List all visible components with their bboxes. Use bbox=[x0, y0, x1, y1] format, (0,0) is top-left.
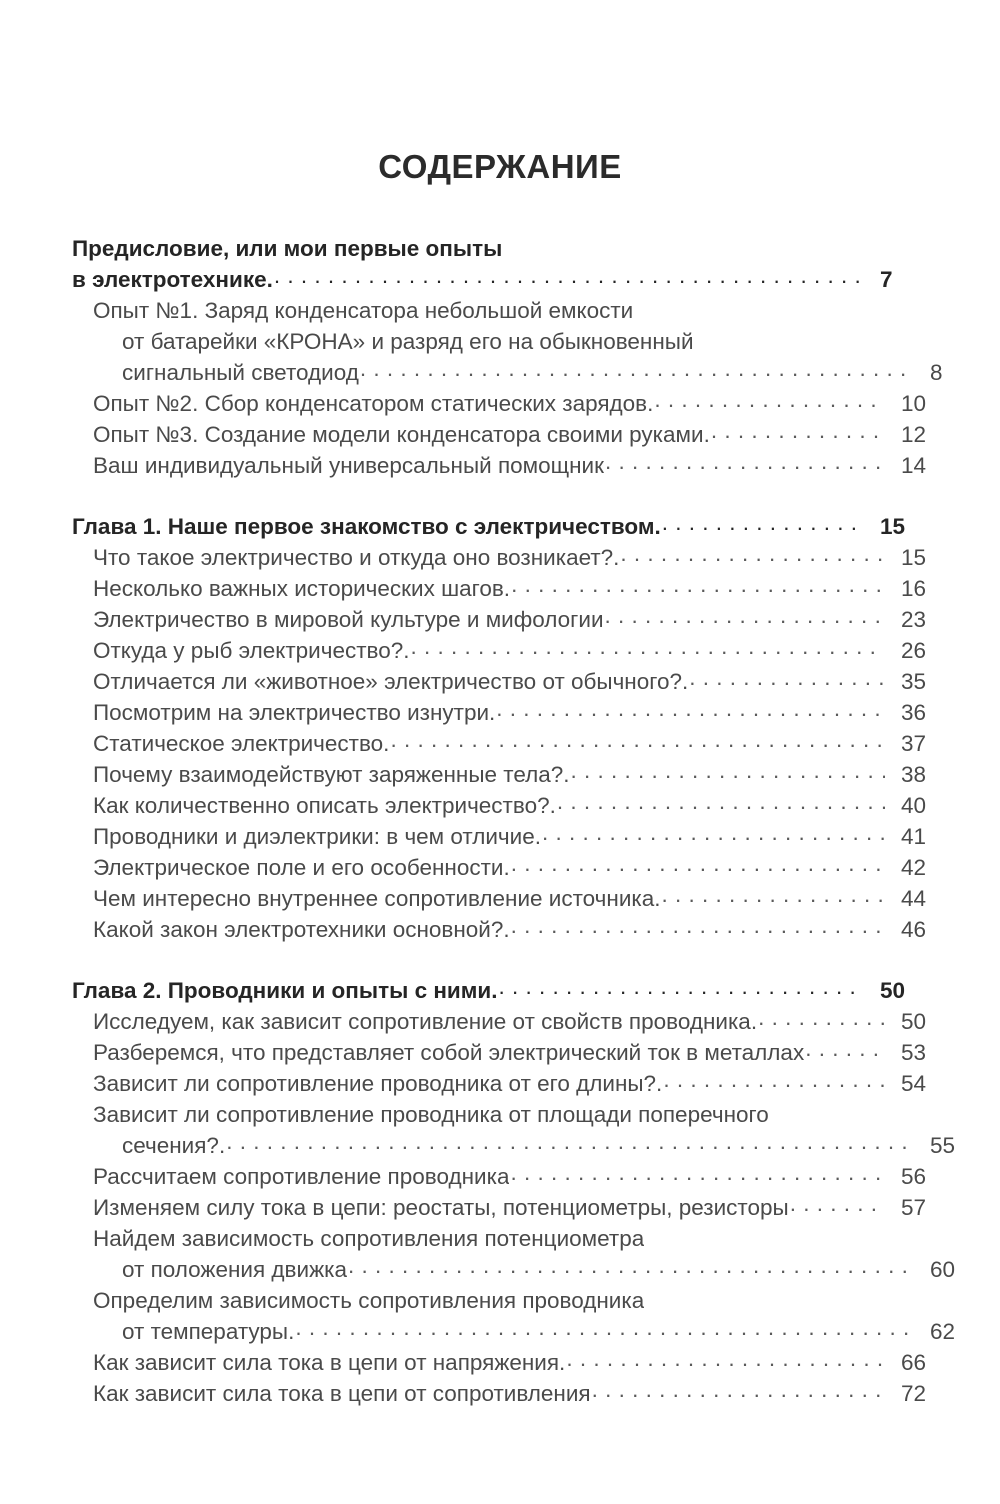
dot-leader bbox=[295, 1317, 914, 1340]
toc-section-entry[interactable] bbox=[72, 883, 928, 914]
toc-section-entry[interactable] bbox=[72, 914, 928, 945]
toc-section-entry[interactable] bbox=[72, 697, 928, 728]
dot-leader bbox=[360, 358, 914, 381]
toc-line bbox=[72, 728, 949, 759]
toc-entry-label: Определим зависимость сопротивления проводника bbox=[93, 1288, 645, 1313]
toc-group-chapter-2 bbox=[72, 975, 956, 1409]
dot-leader bbox=[790, 1193, 885, 1216]
toc-line bbox=[72, 604, 949, 635]
toc-section-entry[interactable] bbox=[72, 450, 928, 481]
toc-section-entry[interactable] bbox=[72, 1192, 928, 1223]
toc-line bbox=[72, 1347, 949, 1378]
toc-entry-label: Опыт №2. Сбор конденсатором статических зарядов. bbox=[93, 391, 654, 416]
dot-leader bbox=[571, 760, 886, 783]
toc-page-number: 26 bbox=[901, 638, 927, 663]
toc-page-number: 35 bbox=[901, 669, 927, 694]
toc-section-entry[interactable] bbox=[72, 759, 928, 790]
toc-line bbox=[72, 1285, 949, 1316]
toc-section-entry[interactable] bbox=[72, 1223, 956, 1285]
dot-leader bbox=[511, 853, 885, 876]
toc-page-number: 15 bbox=[901, 545, 927, 570]
toc-section-entry[interactable] bbox=[72, 1378, 928, 1409]
dot-leader bbox=[605, 605, 885, 628]
dot-leader bbox=[662, 884, 886, 907]
toc-line bbox=[72, 450, 949, 481]
dot-leader bbox=[592, 1379, 885, 1402]
toc-entry-label: Как зависит сила тока в цепи от сопротивления bbox=[93, 1381, 591, 1406]
dot-leader bbox=[566, 1348, 885, 1371]
toc-section-entry[interactable] bbox=[72, 573, 928, 604]
toc-line bbox=[72, 419, 949, 450]
dot-leader bbox=[557, 791, 885, 814]
dot-leader bbox=[805, 1038, 885, 1061]
toc-page-number: 42 bbox=[901, 855, 927, 880]
toc-line bbox=[72, 542, 949, 573]
toc-line bbox=[72, 326, 978, 357]
toc-section-entry[interactable] bbox=[72, 666, 928, 697]
toc-line bbox=[72, 511, 928, 542]
dot-leader bbox=[511, 915, 885, 938]
toc-line bbox=[72, 1037, 949, 1068]
toc-page-number: 14 bbox=[901, 453, 927, 478]
toc-entry-label: Глава 1. Наше первое знакомство с электричеством. bbox=[72, 514, 661, 539]
toc-section-entry[interactable] bbox=[72, 542, 928, 573]
toc-entry-label: от температуры. bbox=[122, 1319, 295, 1344]
toc-section-entry[interactable] bbox=[72, 1347, 928, 1378]
toc-entry-label: Как зависит сила тока в цепи от напряжения. bbox=[93, 1350, 566, 1375]
toc-line bbox=[72, 635, 949, 666]
toc-line bbox=[72, 883, 949, 914]
toc-entry-label: Отличается ли «животное» электричество от обычного?. bbox=[93, 669, 689, 694]
toc-line bbox=[72, 264, 928, 295]
toc-entry-label: от батарейки «КРОНА» и разряд его на обыкновенный bbox=[122, 329, 694, 354]
toc-line bbox=[72, 1254, 978, 1285]
toc-entry-label: Рассчитаем сопротивление проводника bbox=[93, 1164, 510, 1189]
toc-section-entry[interactable] bbox=[72, 790, 928, 821]
toc-line bbox=[72, 759, 949, 790]
toc-entry-label: от положения движка bbox=[122, 1257, 347, 1282]
dot-leader bbox=[411, 636, 885, 659]
dot-leader bbox=[663, 1069, 885, 1092]
toc-section-entry[interactable] bbox=[72, 1068, 928, 1099]
toc-entry-label: Электричество в мировой культуре и мифологии bbox=[93, 607, 604, 632]
toc-page-number: 44 bbox=[901, 886, 927, 911]
toc-line bbox=[72, 295, 949, 326]
toc-entry-label: Проводники и диэлектрики: в чем отличие. bbox=[93, 824, 541, 849]
toc-section-entry[interactable] bbox=[72, 295, 943, 388]
toc-entry-label: Найдем зависимость сопротивления потенциометра bbox=[93, 1226, 645, 1251]
toc-page-number: 37 bbox=[901, 731, 927, 756]
toc-line bbox=[72, 821, 949, 852]
toc-line bbox=[72, 1161, 949, 1192]
toc-line bbox=[72, 1316, 978, 1347]
toc-entry-label: Ваш индивидуальный универсальный помощник bbox=[93, 453, 604, 478]
toc-line bbox=[72, 1378, 949, 1409]
toc-page-number: 60 bbox=[930, 1257, 956, 1282]
toc-page-number: 15 bbox=[880, 514, 906, 539]
toc-page-number: 8 bbox=[930, 360, 943, 385]
dot-leader bbox=[226, 1131, 914, 1154]
toc-section-entry[interactable] bbox=[72, 1285, 956, 1347]
dot-leader bbox=[758, 1007, 885, 1030]
toc-line bbox=[72, 697, 949, 728]
dot-leader bbox=[620, 543, 885, 566]
dot-leader bbox=[390, 729, 885, 752]
toc-page-number: 10 bbox=[901, 391, 927, 416]
toc-line bbox=[72, 1192, 949, 1223]
toc-section-entry[interactable] bbox=[72, 388, 928, 419]
toc-section-entry[interactable] bbox=[72, 1161, 928, 1192]
toc-page-number: 36 bbox=[901, 700, 927, 725]
toc-page-number: 50 bbox=[901, 1009, 927, 1034]
toc-section-entry[interactable] bbox=[72, 604, 928, 635]
toc-line bbox=[72, 233, 928, 264]
toc-page-number: 12 bbox=[901, 422, 927, 447]
toc-page-number: 50 bbox=[880, 978, 906, 1003]
toc-section-entry[interactable] bbox=[72, 821, 928, 852]
toc-page-number: 40 bbox=[901, 793, 927, 818]
dot-leader bbox=[711, 420, 885, 443]
dot-leader bbox=[348, 1255, 914, 1278]
toc-section-entry[interactable] bbox=[72, 728, 928, 759]
toc-entry-label: Опыт №3. Создание модели конденсатора своими руками. bbox=[93, 422, 710, 447]
toc-section-entry[interactable] bbox=[72, 852, 928, 883]
toc-line bbox=[72, 1006, 949, 1037]
dot-leader bbox=[274, 265, 864, 288]
toc-entry-label: Почему взаимодействуют заряженные тела?. bbox=[93, 762, 570, 787]
toc-group-chapter-1 bbox=[72, 511, 928, 945]
toc-chapter-entry[interactable] bbox=[72, 511, 928, 542]
toc-chapter-entry[interactable] bbox=[72, 975, 928, 1006]
dot-leader bbox=[662, 512, 864, 535]
toc-entry-label: в электротехнике. bbox=[72, 267, 273, 292]
toc-page-number: 7 bbox=[880, 267, 893, 292]
toc-entry-label: Посмотрим на электричество изнутри. bbox=[93, 700, 496, 725]
toc-entry-label: Зависит ли сопротивление проводника от площади поперечного bbox=[93, 1102, 769, 1127]
toc-entry-label: сечения?. bbox=[122, 1133, 226, 1158]
toc-entry-label: Зависит ли сопротивление проводника от его длины?. bbox=[93, 1071, 663, 1096]
toc-page-number: 66 bbox=[901, 1350, 927, 1375]
toc-page-number: 38 bbox=[901, 762, 927, 787]
toc-entry-label: Электрическое поле и его особенности. bbox=[93, 855, 510, 880]
toc-page-number: 16 bbox=[901, 576, 927, 601]
toc-line bbox=[72, 852, 949, 883]
toc-line bbox=[72, 1099, 949, 1130]
dot-leader bbox=[511, 574, 885, 597]
toc-line bbox=[72, 357, 978, 388]
dot-leader bbox=[654, 389, 885, 412]
toc-entry-label: Откуда у рыб электричество?. bbox=[93, 638, 410, 663]
toc-entry-label: Исследуем, как зависит сопротивление от свойств проводника. bbox=[93, 1009, 758, 1034]
toc-section-entry[interactable] bbox=[72, 635, 928, 666]
toc-entry-label: Несколько важных исторических шагов. bbox=[93, 576, 511, 601]
dot-leader bbox=[510, 1162, 885, 1185]
toc-section-entry[interactable] bbox=[72, 419, 928, 450]
toc-page-number: 23 bbox=[901, 607, 927, 632]
toc-chapter-entry[interactable] bbox=[72, 233, 928, 295]
toc-entry-label: Что такое электричество и откуда оно возникает?. bbox=[93, 545, 620, 570]
toc-section-entry[interactable] bbox=[72, 1099, 956, 1161]
toc-entry-label: Чем интересно внутреннее сопротивление источника. bbox=[93, 886, 661, 911]
toc-line bbox=[72, 1130, 978, 1161]
toc-line bbox=[72, 1223, 949, 1254]
toc-page-number: 56 bbox=[901, 1164, 927, 1189]
toc-page-number: 72 bbox=[901, 1381, 927, 1406]
dot-leader bbox=[689, 667, 885, 690]
toc-entry-label: сигнальный светодиод bbox=[122, 360, 359, 385]
toc-line bbox=[72, 573, 949, 604]
toc-entry-label: Предисловие, или мои первые опыты bbox=[72, 236, 503, 261]
toc-page-number: 54 bbox=[901, 1071, 927, 1096]
toc-group-preface bbox=[72, 233, 943, 481]
toc-entry-label: Статическое электричество. bbox=[93, 731, 390, 756]
toc-line bbox=[72, 1068, 949, 1099]
toc-page-number: 57 bbox=[901, 1195, 927, 1220]
dot-leader bbox=[496, 698, 885, 721]
toc-page-number: 53 bbox=[901, 1040, 927, 1065]
toc-entry-label: Разберемся, что представляет собой электрический ток в металлах bbox=[93, 1040, 805, 1065]
toc-section-entry[interactable] bbox=[72, 1037, 928, 1068]
page-title: СОДЕРЖАНИЕ bbox=[378, 148, 622, 185]
toc-entry-label: Глава 2. Проводники и опыты с ними. bbox=[72, 978, 498, 1003]
toc-section-entry[interactable] bbox=[72, 1006, 928, 1037]
toc-entry-label: Опыт №1. Заряд конденсатора небольшой емкости bbox=[93, 298, 634, 323]
toc-entry-label: Какой закон электротехники основной?. bbox=[93, 917, 510, 942]
toc-page-number: 55 bbox=[930, 1133, 956, 1158]
toc-line bbox=[72, 388, 949, 419]
dot-leader bbox=[542, 822, 885, 845]
dot-leader bbox=[498, 976, 864, 999]
toc-line bbox=[72, 790, 949, 821]
dot-leader bbox=[605, 451, 885, 474]
toc-page-number: 41 bbox=[901, 824, 927, 849]
toc-entry-label: Изменяем силу тока в цепи: реостаты, потенциометры, резисторы bbox=[93, 1195, 789, 1220]
toc-line bbox=[72, 975, 928, 1006]
toc-page-number: 62 bbox=[930, 1319, 956, 1344]
toc-line bbox=[72, 666, 949, 697]
table-of-contents bbox=[72, 233, 956, 1409]
toc-line bbox=[72, 914, 949, 945]
toc-entry-label: Как количественно описать электричество?. bbox=[93, 793, 556, 818]
toc-page-number: 46 bbox=[901, 917, 927, 942]
